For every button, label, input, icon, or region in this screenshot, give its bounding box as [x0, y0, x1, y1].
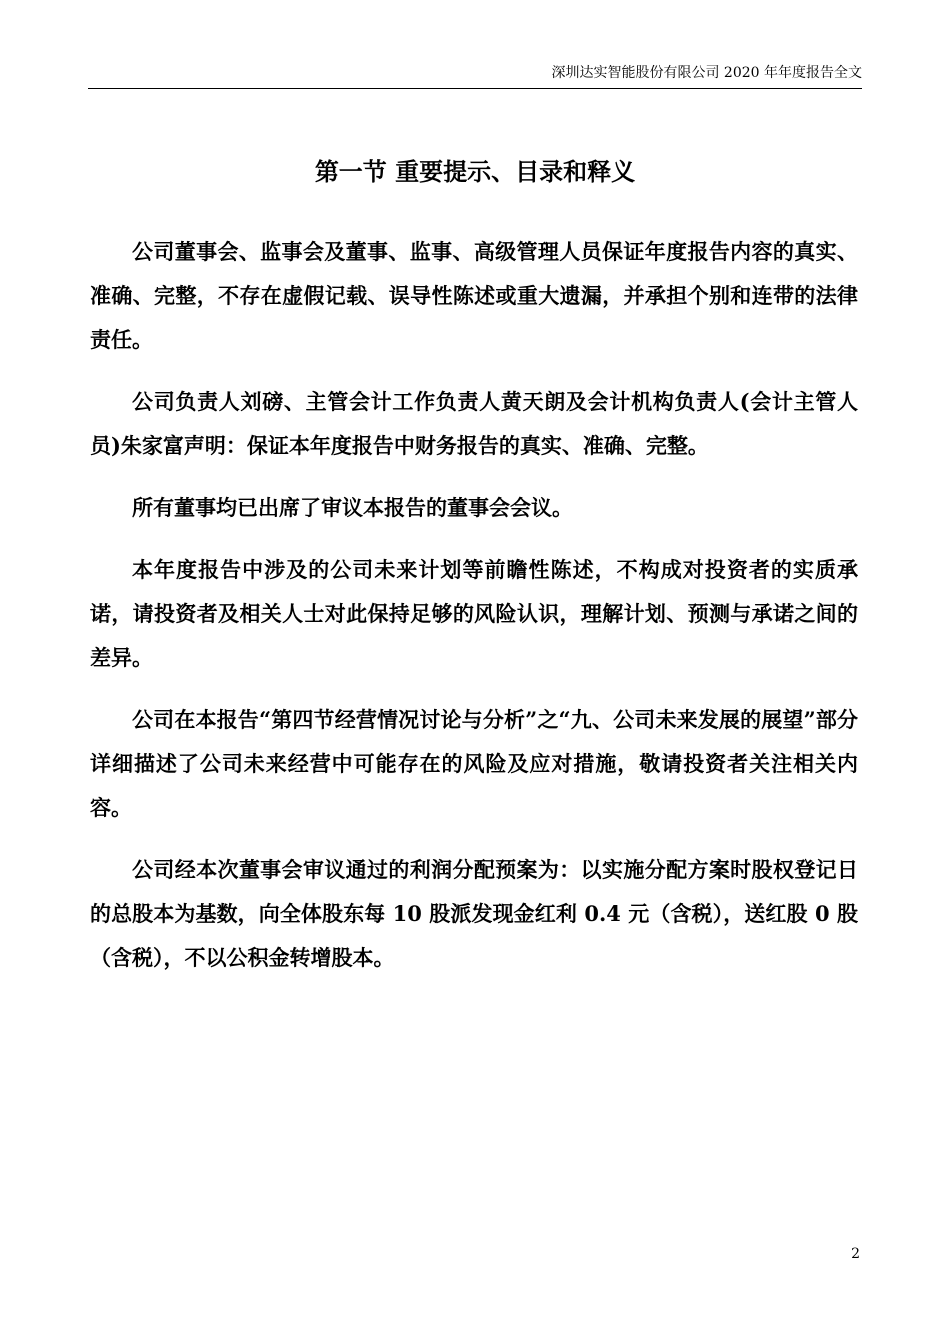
document-body [90, 230, 858, 998]
paragraph-profit-distribution: 公司经本次董事会审议通过的利润分配预案为：以实施分配方案时股权登记日的总股本为基数，向全体股东每 10 股派发现金红利 0.4 元（含税），送红股 0 股（含税），不以公积金转增股本。 [90, 857, 858, 970]
paragraph-responsibility: 公司董事会、监事会及董事、监事、高级管理人员保证年度报告内容的真实、准确、完整，不存在虚假记载、误导性陈述或重大遗漏，并承担个别和连带的法律责任。 [90, 239, 858, 352]
paragraph-financial-statement: 公司负责人刘磅、主管会计工作负责人黄天朗及会计机构负责人(会计主管人员)朱家富声明：保证本年度报告中财务报告的真实、准确、完整。 [90, 389, 858, 458]
paragraph-board-attendance: 所有董事均已出席了审议本报告的董事会会议。 [132, 495, 573, 520]
page-number: 2 [851, 1246, 860, 1262]
page-header [88, 62, 862, 89]
paragraph-forward-looking: 本年度报告中涉及的公司未来计划等前瞻性陈述，不构成对投资者的实质承诺，请投资者及相关人士对此保持足够的风险认识，理解计划、预测与承诺之间的差异。 [90, 557, 858, 670]
section-title: 第一节 重要提示、目录和释义 [314, 157, 636, 186]
header-title: 深圳达实智能股份有限公司 2020 年年度报告全文 [551, 65, 862, 81]
paragraph-risk-notice: 公司在本报告“第四节经营情况讨论与分析”之“九、公司未来发展的展望”部分详细描述了公司未来经营中可能存在的风险及应对措施，敬请投资者关注相关内容。 [90, 707, 858, 820]
